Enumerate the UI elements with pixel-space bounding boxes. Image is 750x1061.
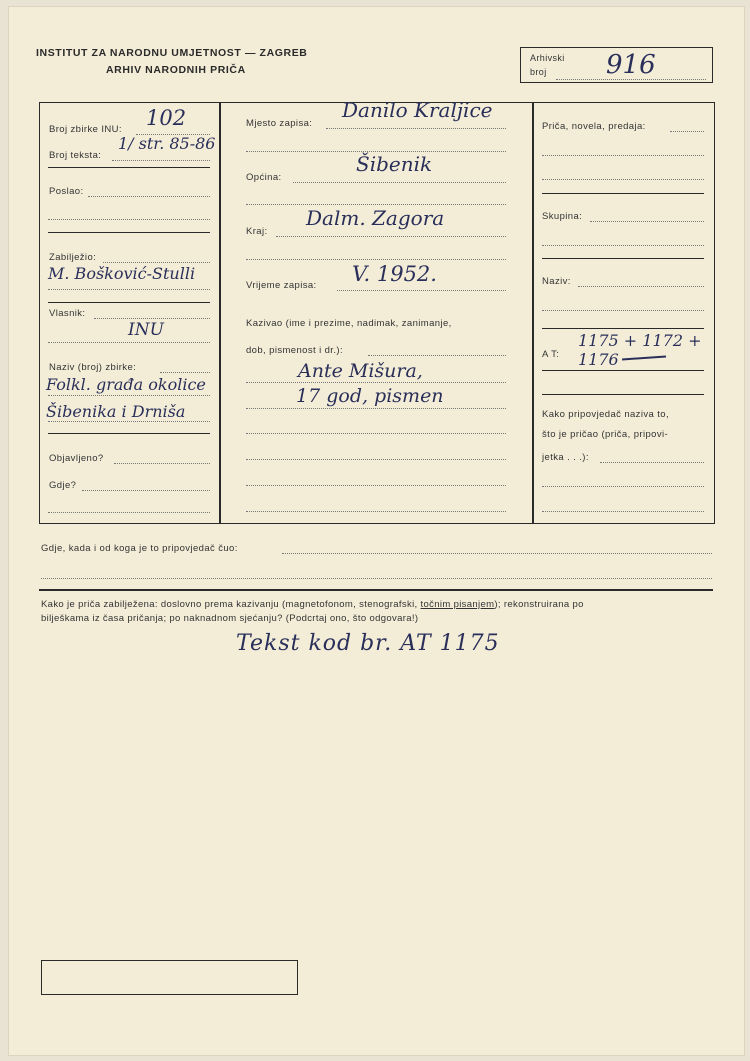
bottom-separator [39,589,713,591]
kraj-value: Dalm. Zagora [306,206,445,230]
kraj-label: Kraj: [246,226,268,237]
skupina-label: Skupina: [542,211,583,222]
archive-label-1: Arhivski [530,53,565,63]
poslao-label: Poslao: [49,186,84,197]
archive-label-2: broj [530,67,547,77]
opcina-label: Općina: [246,172,282,183]
naziv-zbirke-label: Naziv (broj) zbirke: [49,362,137,373]
bottom-blank-box [41,960,298,995]
mjesto-value: Danilo Kraljice [342,98,493,122]
at-value-2: 1176 [578,350,619,369]
archive-number-value: 916 [606,50,656,80]
kako-zabiljezena-line-2: bilješkama iz časa pričanja; po naknadnom sjećanju? (Podcrtaj ono, što odgovara!) [41,613,419,624]
mjesto-label: Mjesto zapisa: [246,118,313,129]
zabiljezio-value: M. Bošković-Stulli [48,264,196,283]
vlasnik-label: Vlasnik: [49,308,86,319]
zabiljezio-label: Zabilježio: [49,252,97,263]
divider-left [219,102,221,524]
broj-teksta-label: Broj teksta: [49,150,102,161]
at-label: A T: [542,349,560,360]
vrijeme-label: Vrijeme zapisa: [246,280,317,291]
institute-name: INSTITUT ZA NARODNU UMJETNOST — ZAGREB [36,47,308,59]
kazivao-value-1: Ante Mišura, [298,360,423,382]
kako-line-3: jetka . . .): [542,452,589,463]
kako-zabiljezena-line-1: Kako je priča zabilježena: doslovno prema kazivanju (magnetofonom, stenografski, točnim pisanjem); rekonstruirana po [41,599,584,610]
at-value-1: 1175 + 1172 + [578,331,702,350]
archive-name: ARHIV NARODNIH PRIČA [106,64,246,76]
divider-right [532,102,534,524]
prica-label: Priča, novela, predaja: [542,121,646,132]
naziv-label: Naziv: [542,276,571,287]
kazivao-value-2: 17 god, pismen [296,385,444,407]
handwritten-note: Tekst kod br. AT 1175 [236,631,500,656]
vrijeme-value: V. 1952. [352,262,437,286]
gdje-label: Gdje? [49,480,77,491]
objavljeno-label: Objavljeno? [49,453,104,464]
naziv-zbirke-value-2: Šibenika i Drniša [46,402,186,421]
kako-line-1: Kako pripovjedač naziva to, [542,409,669,420]
kazivao-line-2: dob, pismenost i dr.): [246,345,343,356]
kazivao-line-1: Kazivao (ime i prezime, nadimak, zanimanje, [246,318,452,329]
opcina-value: Šibenik [356,152,433,176]
vlasnik-value: INU [128,320,164,340]
broj-zbirke-label: Broj zbirke INU: [49,124,122,135]
broj-zbirke-value: 102 [146,106,187,130]
broj-teksta-value: 1/ str. 85-86 [118,134,216,153]
kako-line-2: što je pričao (priča, pripovi- [542,429,669,440]
gdje-kada-label: Gdje, kada i od koga je to pripovjedač čuo: [41,543,238,554]
naziv-zbirke-value-1: Folkl. građa okolice [46,375,206,394]
underlined-option: točnim pisanjem [420,599,495,610]
